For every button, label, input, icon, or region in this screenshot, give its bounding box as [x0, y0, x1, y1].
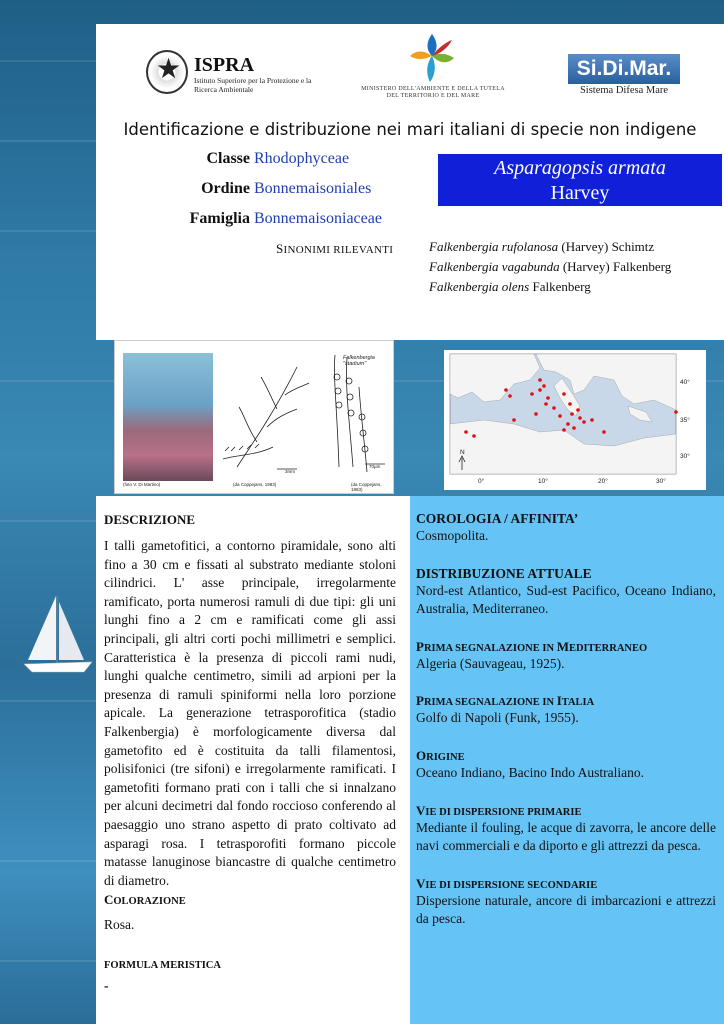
synonym-item: Falkenbergia vagabunda (Harvey) Falkenberg — [429, 259, 672, 274]
header-panel — [96, 24, 724, 340]
secondary-dispersal-value: Dispersione naturale, ancore di imbarcazioni e attrezzi da pesca. — [416, 892, 716, 927]
record-point — [558, 414, 562, 418]
drawing-caption: (da Coppejans, 1983) — [351, 482, 382, 492]
record-point — [504, 388, 508, 392]
taxonomy-value: Bonnemaisoniales — [254, 180, 372, 197]
record-point — [538, 378, 542, 382]
record-point — [530, 392, 534, 396]
synonyms-list — [429, 237, 719, 297]
record-point — [538, 388, 542, 392]
taxonomy-row-classe — [96, 150, 436, 172]
record-point — [576, 408, 580, 412]
species-illustrations — [114, 340, 394, 494]
lat-label: 30° — [680, 453, 690, 460]
species-name: Asparagopsis armata — [494, 157, 666, 179]
coloration-value: Rosa. — [104, 917, 135, 932]
lon-label: 0° — [478, 478, 485, 485]
record-point — [508, 394, 512, 398]
description-heading: DESCRIZIONE — [104, 512, 196, 527]
logo-bar — [96, 24, 724, 104]
record-point — [562, 392, 566, 396]
sailboat-icon — [22, 594, 96, 678]
taxonomy-value: Rhodophyceae — [254, 150, 350, 167]
lat-label: 35° — [680, 417, 690, 424]
record-point — [566, 422, 570, 426]
synonyms-label: SINONIMI RILEVANTI — [276, 241, 394, 256]
record-point — [544, 402, 548, 406]
ministry-logo-icon — [408, 28, 456, 86]
corology-heading: COROLOGIA / AFFINITA’ — [416, 511, 579, 526]
record-point — [534, 412, 538, 416]
ministry-logo-text: MINISTERO DELL'AMBIENTE E DELLA TUTELA DEL TERRITORIO E DEL MARE — [361, 86, 505, 99]
distribution-info-panel — [410, 496, 724, 1024]
page-title: Identificazione e distribuzione nei mari italiani di specie non indigene — [123, 120, 697, 139]
record-point — [602, 430, 606, 434]
record-point — [590, 418, 594, 422]
underwater-photo — [123, 353, 213, 481]
algae-drawing — [217, 347, 393, 481]
record-point — [568, 402, 572, 406]
record-point — [570, 412, 574, 416]
meristic-formula-section — [104, 960, 396, 996]
taxonomy-label: Famiglia — [189, 210, 250, 227]
north-label: N — [460, 449, 465, 456]
meristic-formula-value: - — [104, 978, 109, 993]
lat-label: 40° — [680, 379, 690, 386]
record-point — [464, 430, 468, 434]
record-point — [512, 418, 516, 422]
scale-label: 3mm — [285, 469, 295, 474]
record-point — [546, 396, 550, 400]
lon-label: 30° — [656, 478, 666, 485]
taxonomy-label: Ordine — [201, 180, 250, 197]
mediterranean-map — [444, 350, 706, 490]
description-text: I talli gametofitici, a contorno piramidale, sono alti fino a 30 cm e fissati al substrato mediante stoloni cilindrici. L' asse principale, irregolarmente ramificato, porta numerosi ramuli di due tipi: gli uni lunghi fino a 2 cm e ramificati come gli assi principali, gli altri corti pochi millimetri e semplici. Caratteristica è la presenza di piccoli rami nudi, lunghi qualche centimetro, simili ad arpioni per la presenza di ramuli spiniformi nella loro porzione apicale. La generazione tetrasporofitica (stadio Falkenbergia) è morfologicamente diversa dal gametofito ed è costituita da talli filamentosi, polisifonici (tre sifoni) e irregolarmente ramificati. I gametofiti formano prati con i talli che si innalzano per alcuni decimetri dal fondo roccioso conferendo al paesaggio uno strano aspetto di prato coltivato ad asparagi rosa. I tetrasporofiti formano piccole matasse lanuginose biancastre di qualche centimetro di diametro. — [104, 538, 396, 888]
ispra-logo-subtitle: Istituto Superiore per la Protezione e la Ricerca Ambientale — [194, 76, 312, 94]
ispra-logo-name: ISPRA — [194, 54, 255, 76]
sidimar-logo-subtitle: Sistema Difesa Mare — [579, 85, 669, 96]
record-point — [674, 410, 678, 414]
first-record-italy-value: Golfo di Napoli (Funk, 1955). — [416, 710, 579, 726]
record-point — [542, 384, 546, 388]
origin-heading: ORIGINE — [416, 747, 465, 763]
photo-caption: (foto V. Di Martino) — [123, 482, 161, 487]
distribution-map — [444, 350, 706, 490]
scale-label: 70µm — [369, 464, 381, 469]
lon-label: 20° — [598, 478, 608, 485]
primary-dispersal-heading: VIE DI DISPERSIONE PRIMARIE — [416, 802, 582, 818]
record-point — [572, 426, 576, 430]
species-name-box — [438, 154, 722, 206]
distribution-heading: DISTRIBUZIONE ATTUALE — [416, 565, 592, 581]
corology-value: Cosmopolita. — [416, 528, 489, 543]
record-point — [578, 416, 582, 420]
record-point — [472, 434, 476, 438]
drawing-caption: (da Coppejans, 1983) — [233, 482, 277, 487]
distribution-value: Nord-est Atlantico, Sud-est Pacifico, Oceano Indiano, Australia, Mediterraneo. — [416, 582, 716, 617]
taxonomy-row-ordine — [96, 180, 436, 202]
primary-dispersal-value: Mediante il fouling, le acque di zavorra, le ancore delle navi commerciali e da diporto e gli attrezzi da pesca. — [416, 819, 716, 854]
record-point — [562, 428, 566, 432]
coloration-heading: COLORAZIONE — [104, 892, 186, 907]
synonym-item: Falkenbergia olens Falkenberg — [429, 279, 591, 294]
meristic-formula-heading: FORMULA MERISTICA — [104, 960, 221, 971]
origin-value: Oceano Indiano, Bacino Indo Australiano. — [416, 764, 644, 780]
coloration-section — [104, 892, 396, 935]
description-section — [104, 512, 396, 890]
drawing-title: Falkenbergia "stadium" — [343, 355, 375, 367]
sidimar-logo: Si.Di.Mar. — [568, 54, 680, 84]
italian-republic-emblem-icon: ★ — [146, 50, 188, 94]
synonym-item: Falkenbergia rufolanosa (Harvey) Schimtz — [429, 239, 655, 254]
info-sections — [416, 511, 716, 929]
secondary-dispersal-heading: VIE DI DISPERSIONE SECONDARIE — [416, 875, 598, 891]
lon-label: 10° — [538, 478, 548, 485]
taxonomy-label: Classe — [206, 150, 250, 167]
taxonomy-value: Bonnemaisoniaceae — [254, 210, 382, 227]
species-author: Harvey — [550, 182, 610, 204]
first-record-mediterranean-heading: PRIMA SEGNALAZIONE IN MEDITERRANEO — [416, 638, 648, 654]
first-record-mediterranean-value: Algeria (Sauvageau, 1925). — [416, 655, 565, 671]
description-panel — [96, 496, 410, 1024]
record-point — [582, 420, 586, 424]
record-point — [552, 406, 556, 410]
first-record-italy-heading: PRIMA SEGNALAZIONE IN ITALIA — [416, 693, 595, 709]
taxonomy-row-famiglia — [96, 210, 436, 232]
